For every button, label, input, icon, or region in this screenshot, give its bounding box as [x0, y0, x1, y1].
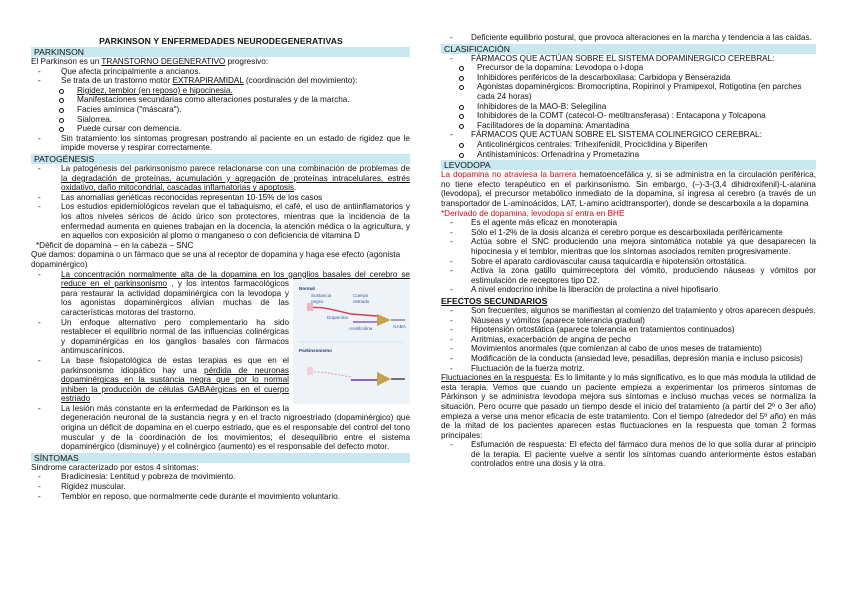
list-item: - Temblor en reposo, que normalmente cede durante el movimiento voluntario. — [31, 492, 410, 502]
list-item: - Sobre el aparato cardiovascular causa taquicardia e hipotensión ortostática. — [441, 257, 816, 267]
levodopa-list — [441, 218, 816, 295]
list-item: - Arritmias, exacerbación de angina de pecho — [441, 335, 816, 345]
list-item: - Se trata de un trastorno motor EXTRAPIRAMIDAL (coordinación del movimiento): Rigidez, temblor (en reposo) e hipocinesia. Manifestaciones secundarias como alteraciones posturales y de la marcha. Facies amímica ("máscara"). Sialorrea. Puede cursar con demencia. — [31, 76, 410, 134]
section-heading-patogenesis: PATOGÉNESIS — [31, 154, 410, 164]
section-heading-efectos: EFECTOS SECUNDARIOS — [441, 295, 548, 306]
parkinson-list — [31, 67, 410, 153]
dopaminergic-drugs-list — [441, 63, 816, 130]
nigral-neuron-normal — [307, 303, 313, 311]
section-heading-parkinson: PARKINSON — [31, 47, 410, 57]
list-item: - Fluctuación de la fuerza motriz. — [441, 364, 816, 374]
parkinson-intro: El Parkinson es un TRANSTORNO DEGENERATIVO progresivo: — [31, 57, 269, 67]
list-item: - Náuseas y vómitos (aparece tolerancia gradual) — [441, 316, 816, 326]
list-item: - FÁRMACOS QUE ACTÚAN SOBRE EL SISTEMA DOPAMINERGICO CEREBRAL: Precursor de la dopamina: Levodopa o l-dopa Inhibidores periféricos de la descarboxilasa: Carbidopa y Benserazida Agonistas dopaminérgicos: Bromocriptina, Ropirinol y Pramipexol, Rotigotina (en parches cada 24 horas) Inhibidores de la MAO-B: Selegilina Inhibidores de la COMT (catecol-O- metiltransferasa) : Entacapona y Tolcapona Facilitadores de la dopamina: Amantadina — [441, 54, 816, 131]
sub-list — [31, 86, 410, 134]
list-item: - La patogénesis del parkinsonismo parece relacionarse con una combinación de problemas de la degradación de proteínas, acumulación y agregación de proteínas intracelulares, estrés oxidativo, daño mitocondrial, cascadas inflamatorias y apoptosis. — [31, 164, 410, 193]
clasificacion-list — [441, 54, 816, 160]
sintomas-continued-list — [441, 33, 816, 43]
right-column — [441, 33, 816, 469]
figure-label-parkinsonismo: Parkinsonismo — [299, 348, 332, 354]
fluctuaciones-paragraph: Fluctuaciones en la respuesta: Es lo limitante y lo más significativo, es lo que más modula la utilidad de esta terapia. Vemos que cuando un paciente empieza a experimentar los primeros síntomas de Párkinson y se administra levodopa mejora sus síntomas e incluso muchas veces se normaliza la situación. Pero ocurre que pasado un tiempo desde el inicio del tratamiento (a partir del 2º o 3er año) empieza a verse una menor eficacia de este tratamiento. Con el tiempo (alrededor del 5º año) en más de la mitad de los pacientes aparecen estas fluctuaciones en la respuesta que toman 2 formas principales: — [441, 373, 816, 440]
list-item: Anticolinérgicos centrales: Trihexifenidil, Prociclidina y Biperifen — [441, 140, 816, 150]
page-title: PARKINSON Y ENFERMEDADES NEURODEGENERATIVAS — [99, 36, 343, 46]
list-item: - La lesión más constante en la enfermedad de Parkinson es la degeneración neuronal de la sustancia negra y en el tracto nigroestriado (dopaminérgico) que origina un déficit de dopamina en el cuerpo estriado, que es el responsable del control del tono muscular y de la coordinación de los movimientos; el desequilibrio entre el sistema dopaminérgico (disminuye) y el colinérgico (aumento) es el responsable del defecto motor. — [31, 404, 410, 452]
list-item: Facilitadores de la dopamina: Amantadina — [441, 121, 816, 131]
list-item: Sialorrea. — [49, 115, 410, 125]
list-item: - Esfumación de respuesta: El efecto del fármaco dura menos de lo que solía durar al principio de la terapia. El paciente vuelve a sentir los síntomas cuando anteriormente éstos estaban controlados entre una dosis y la otra. — [441, 440, 816, 469]
note-dopamine-deficit: *Déficit de dopamina – en la cabeza – SNC — [36, 240, 194, 250]
list-item: - La base fisiopatológica de estas terapias es que en el parkinsonismo idiopático hay una pérdida de neuronas dopaminérgicas en la sustancia negra que por lo normal inhiben la producción de células GABAérgicas en el cuerpo estriado — [31, 356, 410, 404]
list-item: - Un enfoque alternativo pero complementario ha sido restablecer el equilibrio normal de las influencias colinérgicas y dopaminérgicas en los ganglios basales con fármacos antimuscarínicos. — [31, 318, 410, 356]
list-item: - Sólo el 1-2% de la dosis alcanza el cerebro porque es descarboxilada periféricamente — [441, 228, 816, 238]
list-item: - Es el agente más eficaz en monoterapia — [441, 218, 816, 228]
list-item: - Que afecta principalmente a ancianos. — [31, 67, 410, 77]
figure-label-cuerpo-estriado: Cuerpo estriado — [353, 293, 370, 304]
figure-label-dopamina: Dopamina — [327, 315, 348, 321]
list-item: Antihistamínicos: Orfenadrina y Prometazina — [441, 150, 816, 160]
list-item: - Deficiente equilibrio postural, que provoca alteraciones en la marcha y tendencia a las caídas. — [441, 33, 816, 43]
levodopa-paragraph: La dopamina no atraviesa la barrera hematoencefálica y, si se administra en la circulación periférica, no tiene efecto terapéutico en el parkinsonismo. Sin embargo, (–)-3-(3,4 dihidroxifenil)-L-alanina (levodopa), el precursor metabólico inmediato de la dopamina, sí ingresa al cerebro (a través de un transportador de L-aminoácidos, LAT, L-amino acidtransporter), donde se descarboxila a la dopamina — [441, 170, 816, 208]
list-item: - Sin tratamiento los síntomas progresan postrando al paciente en un estado de rigidez que le impide moverse y respirar correctamente. — [31, 134, 410, 153]
list-item: Inhibidores periféricos de la descarboxilasa: Carbidopa y Benserazida — [441, 73, 816, 83]
section-heading-levodopa: LEVODOPA — [441, 160, 816, 170]
list-item: - A nivel endocrino inhibe la liberación de prolactina a nivel hipofisario — [441, 285, 816, 295]
sintomas-intro: Síndrome caracterizado por estos 4 síntomas: — [31, 462, 199, 472]
list-item: Inhibidores de la MAO-B: Selegilina — [441, 102, 816, 112]
list-item: - Bradicinesia: Lentitud y pobreza de movimiento. — [31, 472, 410, 482]
list-item: - Hipotensión ortostática (aparece tolerancia en tratamientos continuados) — [441, 325, 816, 335]
list-item: Manifestaciones secundarias como alteraciones posturales y de la marcha. — [49, 95, 410, 105]
figure-label-acetilcolina: Acetilcolina — [349, 326, 373, 332]
cholinergic-drugs-list — [441, 140, 816, 159]
figure-label-gaba: GABA — [393, 324, 406, 330]
note-treatment: Que damos: dopamina o un fármaco que se una al receptor de dopamina y haga ese efecto (agonista dopaminérgico) — [31, 250, 401, 269]
list-item: - Actúa sobre el SNC produciendo una mejora sintomática notable ya que desaparecen la hipocinesia y el temblor, mientras que los síntomas asociados remiten progresivamente. — [441, 237, 816, 256]
list-item: Inhibidores de la COMT (catecol-O- metiltransferasa) : Entacapona y Tolcapona — [441, 111, 816, 121]
patogenesis-list — [31, 164, 410, 241]
list-item: Puede cursar con demencia. — [49, 124, 410, 134]
efectos-list — [441, 306, 816, 373]
list-item: Rigidez, temblor (en reposo) e hipocinesia. — [49, 86, 410, 96]
sintomas-list — [31, 472, 410, 501]
list-item: - Las anomalías genéticas reconocidas representan 10-15% de los casos — [31, 193, 410, 203]
list-item: Facies amímica ("máscara"). — [49, 105, 410, 115]
list-item: - La concentración normalmente alta de la dopamina en los ganglios basales del cerebro se reduce en el parkinsonismo Normal Sustancia negra Cuerpo estriado Dopamina Acetilcolina GABA Parkinsonismo , y los intentos farmacológicos para restaurar la actividad dopaminérgica con la levodopa y los agonistas dopaminérgicos alivian muchas de las características motoras del trastorno. — [31, 270, 410, 318]
list-item: - Movimientos anormales (que comienzan al cabo de unos meses de tratamiento) — [441, 344, 816, 354]
section-heading-sintomas: SÍNTOMAS — [31, 453, 410, 463]
fluctuaciones-list — [441, 440, 816, 469]
left-column — [31, 46, 410, 501]
figure-label-normal: Normal — [299, 286, 315, 292]
list-item: - Activa la zona gatillo quimirreceptora del vómito, produciendo náuseas y vómitos por estimulación de receptores tipo D2. — [441, 266, 816, 285]
section-heading-clasificacion: CLASIFICACIÓN — [441, 44, 816, 54]
list-item: Precursor de la dopamina: Levodopa o l-dopa — [441, 63, 816, 73]
figure-label-sustancia-negra: Sustancia negra — [311, 293, 332, 304]
list-item: - Rigidez muscular. — [31, 482, 410, 492]
list-item: - Son frecuentes, algunos se manifiestan al comienzo del tratamiento y otros aparecen después. — [441, 306, 816, 316]
levodopa-red-note: *Derivado de dopamina, levodopa sí entra en BHE — [441, 208, 625, 218]
list-item: - Los estudios epidemiológicos revelan que el tabaquismo, el café, el uso de antiinflamatorios y los altos niveles séricos de ácido úrico son protectores, mientras que la incidencia de la enfermedad aumenta en quienes trabajan en la docencia, la atención médica o la agricultura, y en aquellos con exposición al plomo o manganeso o con deficiencia de vitamina D — [31, 202, 410, 240]
list-item: Agonistas dopaminérgicos: Bromocriptina, Ropirinol y Pramipexol, Rotigotina (en parches cada 24 horas) — [441, 82, 816, 101]
list-item: - Modificación de la conducta (ansiedad leve, pesadillas, depresión manía e incluso psicosis) — [441, 354, 816, 364]
list-item: - FÁRMACOS QUE ACTÚAN SOBRE EL SISTEMA COLINERGICO CEREBRAL: Anticolinérgicos centrales: Trihexifenidil, Prociclidina y Biperifen Antihistamínicos: Orfenadrina y Prometazina — [441, 130, 816, 159]
patogenesis-list-2 — [31, 270, 410, 452]
